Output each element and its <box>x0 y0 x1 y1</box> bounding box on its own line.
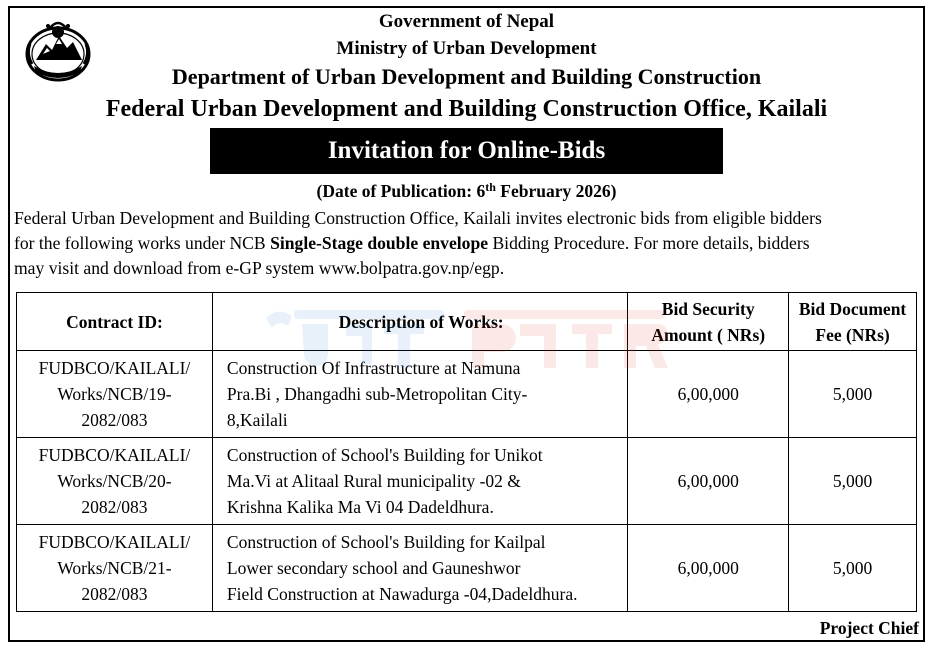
description-cell <box>212 351 627 438</box>
publication-date-superscript: th <box>485 180 496 194</box>
contract-id-cell <box>17 525 213 612</box>
invitation-banner <box>210 128 723 174</box>
government-title: Government of Nepal <box>378 11 555 32</box>
table-row <box>17 351 917 438</box>
bids-table <box>16 292 917 612</box>
description-line: Krishna Kalika Ma Vi 04 Dadeldhura. <box>226 497 494 517</box>
contract-id-cell <box>17 351 213 438</box>
document-fee-cell: 5,000 <box>789 438 917 525</box>
contract-id-line: 2082/083 <box>81 497 148 517</box>
department-title: Department of Urban Development and Building Construction <box>171 64 762 89</box>
intro-line-2-pre: for the following works under NCB <box>14 233 271 253</box>
signoff-title: Project Chief <box>819 618 919 638</box>
description-cell <box>212 525 627 612</box>
contract-id-line: Works/NCB/20- <box>57 471 172 491</box>
description-line: Construction of School's Building for Unikot <box>226 445 543 465</box>
description-line: Pra.Bi , Dhangadhi sub-Metropolitan City- <box>226 384 528 404</box>
office-title: Federal Urban Development and Building Construction Office, Kailali <box>105 96 828 122</box>
table-header-row <box>17 293 917 351</box>
publication-date <box>0 179 933 203</box>
publication-date-suffix: February 2026) <box>495 181 617 201</box>
description-line: Ma.Vi at Alitaal Rural municipality -02 & <box>226 471 521 491</box>
bid-security-cell: 6,00,000 <box>628 525 789 612</box>
contract-id-line: 2082/083 <box>81 584 148 604</box>
description-cell <box>212 438 627 525</box>
contract-id-line: FUDBCO/KAILALI/ <box>38 532 191 552</box>
header-contract-id: Contract ID: <box>17 293 213 351</box>
description-line: Construction Of Infrastructure at Namuna <box>226 358 521 378</box>
description-line: 8,Kailali <box>226 410 288 430</box>
intro-line-2 <box>14 231 920 256</box>
document-fee-cell: 5,000 <box>789 351 917 438</box>
header-document-fee-line-1: Bid Document <box>798 298 907 319</box>
table-row <box>17 438 917 525</box>
ministry-title: Ministry of Urban Development <box>336 38 597 59</box>
header-document-fee-line-2: Fee (NRs) <box>815 324 890 345</box>
table-row <box>17 525 917 612</box>
intro-paragraph <box>14 206 920 281</box>
intro-line-3: may visit and download from e-GP system www.bolpatra.gov.np/egp. <box>14 258 505 278</box>
intro-line-1: Federal Urban Development and Building Construction Office, Kailali invites electronic bids from eligible bidders <box>14 208 822 228</box>
header-bid-security-line-2: Amount ( NRs) <box>651 324 766 345</box>
description-line: Construction of School's Building for Kailpal <box>226 532 546 552</box>
document-fee-cell: 5,000 <box>789 525 917 612</box>
intro-line-2-post: Bidding Procedure. For more details, bidders <box>488 233 810 253</box>
header-bid-security <box>628 293 789 351</box>
bid-security-cell: 6,00,000 <box>628 438 789 525</box>
header-document-fee <box>789 293 917 351</box>
description-line: Lower secondary school and Gauneshwor <box>226 558 521 578</box>
contract-id-line: 2082/083 <box>81 410 148 430</box>
banner-text: Invitation for Online-Bids <box>327 137 606 164</box>
header-bid-security-line-1: Bid Security <box>661 298 755 319</box>
procedure-name: Single-Stage double envelope <box>270 233 489 253</box>
contract-id-cell <box>17 438 213 525</box>
bid-security-cell: 6,00,000 <box>628 351 789 438</box>
contract-id-line: Works/NCB/19- <box>57 384 172 404</box>
contract-id-line: FUDBCO/KAILALI/ <box>38 445 191 465</box>
publication-date-prefix: (Date of Publication: 6 <box>316 181 486 201</box>
header-description: Description of Works: <box>212 293 627 351</box>
description-line: Field Construction at Nawadurga -04,Dadeldhura. <box>226 584 578 604</box>
contract-id-line: Works/NCB/21- <box>57 558 172 578</box>
contract-id-line: FUDBCO/KAILALI/ <box>38 358 191 378</box>
